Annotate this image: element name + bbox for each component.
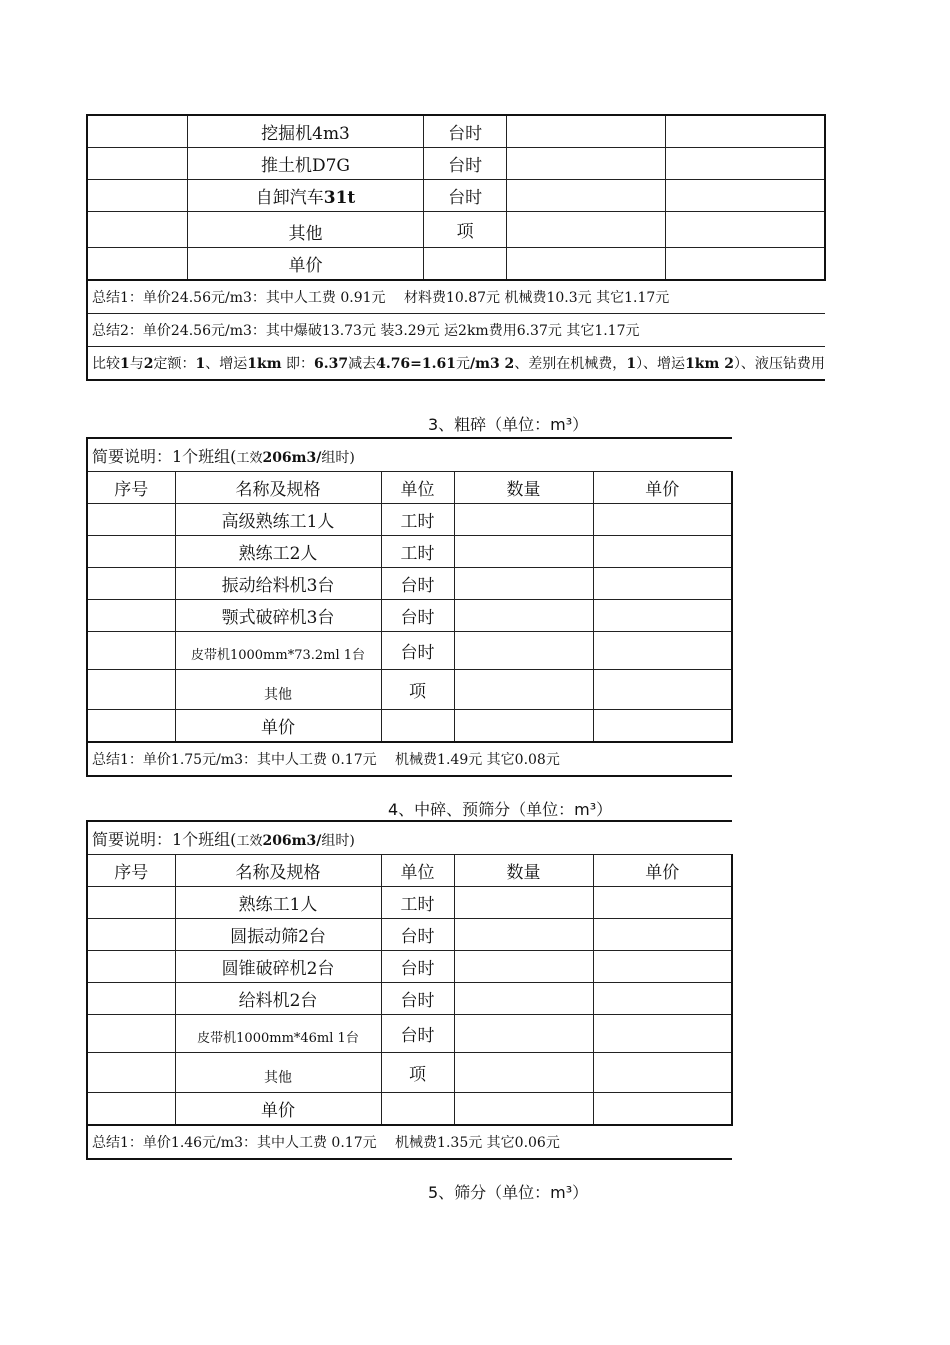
table-row — [87, 951, 732, 983]
item-name: 熟练工2人 — [175, 536, 381, 568]
table-row — [87, 248, 825, 281]
item-unit: 台时 — [423, 148, 507, 180]
item-unit: 台时 — [381, 1015, 454, 1053]
item-unit: 台时 — [423, 180, 507, 212]
item-unit — [381, 1093, 454, 1126]
table-row — [87, 600, 732, 632]
table-row — [87, 919, 732, 951]
item-name: 挖掘机4m3 — [188, 115, 424, 148]
col-header-unit: 单位 — [381, 472, 454, 504]
summary-row — [87, 347, 825, 381]
summary-row — [87, 314, 825, 347]
item-name: 推土机D7G — [188, 148, 424, 180]
table-row — [87, 887, 732, 919]
summary-row — [87, 742, 732, 776]
item-name: 给料机2台 — [175, 983, 381, 1015]
item-name: 圆锥破碎机2台 — [175, 951, 381, 983]
item-unit: 台时 — [381, 600, 454, 632]
summary-text: 总结1：单价1.46元/m3：其中人工费 0.17元 机械费1.35元 其它0.06元 — [87, 1125, 732, 1159]
col-header-price: 单价 — [593, 855, 732, 887]
item-name: 振动给料机3台 — [175, 568, 381, 600]
table-row — [87, 632, 732, 670]
table-row — [87, 568, 732, 600]
item-unit: 台时 — [381, 983, 454, 1015]
table-coarse-crushing — [86, 437, 733, 777]
item-name: 皮带机1000mm*46ml 1台 — [175, 1015, 381, 1053]
table-row — [87, 1015, 732, 1053]
item-name: 单价 — [175, 710, 381, 743]
section-5-title: 5、筛分（单位：m³） — [428, 1183, 589, 1202]
brief-note: 简要说明：1个班组(工效206m3/组时) — [87, 438, 732, 472]
item-unit: 台时 — [423, 115, 507, 148]
summary-text: 总结2：单价24.56元/m3：其中爆破13.73元 装3.29元 运2km费用6.37元 其它1.17元 — [87, 314, 825, 347]
item-unit: 项 — [381, 670, 454, 710]
item-name: 其他 — [175, 670, 381, 710]
col-header-name: 名称及规格 — [175, 472, 381, 504]
summary-row — [87, 280, 825, 314]
item-unit: 工时 — [381, 887, 454, 919]
item-unit — [381, 710, 454, 743]
header-row — [87, 855, 732, 887]
item-name: 熟练工1人 — [175, 887, 381, 919]
comparison-text: 比较1与2定额：1、增运1km 即：6.37减去4.76=1.61元/m3 2、差别在机械费，1）、增运1km 2）、液压钻费用 — [87, 347, 825, 381]
table-row — [87, 1053, 732, 1093]
col-header-no: 序号 — [87, 855, 175, 887]
note-row — [87, 821, 732, 855]
item-name: 高级熟练工1人 — [175, 504, 381, 536]
item-unit: 台时 — [381, 632, 454, 670]
item-unit: 工时 — [381, 504, 454, 536]
table-excavation — [86, 114, 826, 381]
item-name: 单价 — [175, 1093, 381, 1126]
item-name: 其他 — [175, 1053, 381, 1093]
table-medium-crushing — [86, 820, 733, 1160]
summary-row — [87, 1125, 732, 1159]
col-header-price: 单价 — [593, 472, 732, 504]
item-name: 皮带机1000mm*73.2ml 1台 — [175, 632, 381, 670]
item-unit — [423, 248, 507, 281]
item-unit: 台时 — [381, 919, 454, 951]
col-header-qty: 数量 — [454, 855, 593, 887]
item-name: 单价 — [188, 248, 424, 281]
table-row — [87, 115, 825, 148]
header-row — [87, 472, 732, 504]
table-row — [87, 1093, 732, 1126]
item-unit: 项 — [381, 1053, 454, 1093]
table-row — [87, 983, 732, 1015]
item-unit: 台时 — [381, 951, 454, 983]
table-row — [87, 180, 825, 212]
item-name: 颚式破碎机3台 — [175, 600, 381, 632]
summary-text: 总结1：单价24.56元/m3：其中人工费 0.91元 材料费10.87元 机械费10.3元 其它1.17元 — [87, 280, 825, 314]
item-name: 其他 — [188, 212, 424, 248]
summary-text: 总结1：单价1.75元/m3：其中人工费 0.17元 机械费1.49元 其它0.08元 — [87, 742, 732, 776]
item-unit: 工时 — [381, 536, 454, 568]
note-row — [87, 438, 732, 472]
col-header-qty: 数量 — [454, 472, 593, 504]
table-row — [87, 710, 732, 743]
table-row — [87, 148, 825, 180]
col-header-name: 名称及规格 — [175, 855, 381, 887]
item-unit: 项 — [423, 212, 507, 248]
table-row — [87, 536, 732, 568]
col-header-no: 序号 — [87, 472, 175, 504]
table-row — [87, 670, 732, 710]
brief-note: 简要说明：1个班组(工效206m3/组时) — [87, 821, 732, 855]
table-row — [87, 504, 732, 536]
section-4-title: 4、中碎、预筛分（单位：m³） — [388, 800, 613, 819]
col-header-unit: 单位 — [381, 855, 454, 887]
item-name: 圆振动筛2台 — [175, 919, 381, 951]
item-unit: 台时 — [381, 568, 454, 600]
item-name: 自卸汽车31t — [188, 180, 424, 212]
table-row — [87, 212, 825, 248]
section-3-title: 3、粗碎（单位：m³） — [428, 415, 589, 434]
